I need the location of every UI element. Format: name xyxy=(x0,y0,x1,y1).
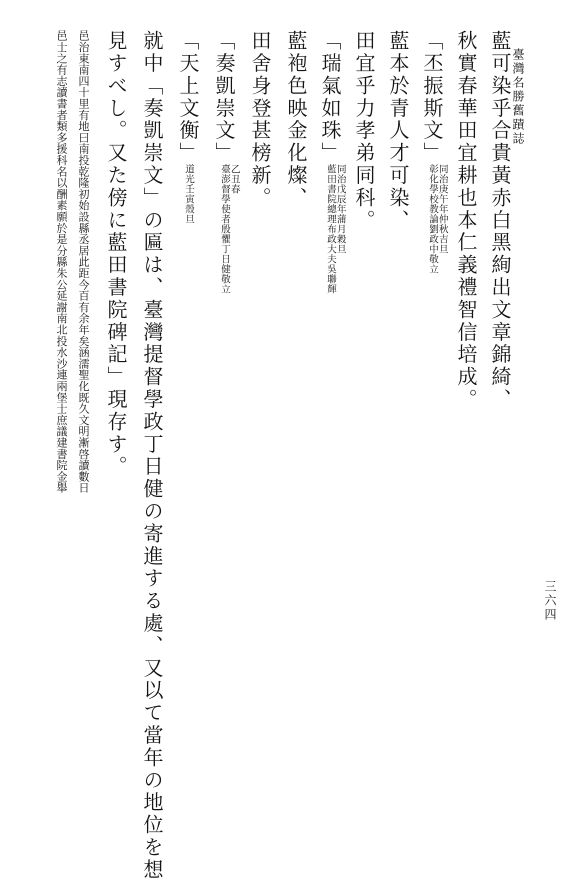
inscription-note-line: 彰化學校教論劉政中敬立 xyxy=(427,164,438,275)
column-text: 邑士之有志讀書者類多援科名以酬素願於是分縣朱公延謝南北投水沙連兩堡士庶議建書院金舉 xyxy=(55,30,68,494)
text-column xyxy=(388,30,408,232)
text-column xyxy=(354,30,374,232)
text-column xyxy=(178,30,198,224)
inscription-note-line: 藍田書院總理布政大夫吳聯輝 xyxy=(325,164,336,295)
column-text: 秋實春華田宜耕也本仁義禮智信培成。 xyxy=(454,30,478,411)
column-text: 邑治東南四十里有地曰南投乾隆初始設縣丞居此距今百有余年矣涵濡聖化既久文明漸啓讀數日 xyxy=(77,30,90,494)
text-column xyxy=(422,30,447,274)
column-text: 「天上文衡」 xyxy=(176,30,200,165)
column-text: 就中「奏凱崇文」の匾は、臺灣提督學政丁日健の寄進する處、又以て當年の地位を想 xyxy=(140,30,164,881)
text-column xyxy=(56,30,67,493)
column-text: 藍袍色映金化燦、 xyxy=(284,30,308,210)
text-column xyxy=(490,30,510,411)
text-column xyxy=(142,30,162,881)
text-column xyxy=(320,30,345,294)
column-text: 「丕振斯文」 xyxy=(420,30,444,165)
text-column xyxy=(250,30,270,209)
book-title-header: 臺灣名勝舊蹟誌 xyxy=(511,48,525,146)
inscription-note xyxy=(219,164,238,294)
text-column xyxy=(214,30,239,294)
column-text: 見すべし。又た傍に藍田書院碑記」現存す。 xyxy=(104,30,128,478)
inscription-note-line: 臺澎督學使者殷懼丁日健敬立 xyxy=(219,164,230,295)
inscription-note-line: 同治戊辰年蒲月穀旦 xyxy=(334,164,346,255)
text-column xyxy=(78,30,89,493)
inscription-note-line: 道光壬寅殼旦 xyxy=(183,164,194,225)
inscription-note xyxy=(427,164,446,274)
column-text: 「奏凱崇文」 xyxy=(212,30,236,165)
column-text: 田宜乎力孝弟同科。 xyxy=(352,30,376,232)
text-column xyxy=(286,30,306,209)
inscription-note xyxy=(183,164,193,224)
column-text: 「瑞氣如珠」 xyxy=(318,30,342,165)
inscription-note xyxy=(325,164,344,294)
text-column xyxy=(456,30,476,411)
inscription-note-line: 乙丑春 xyxy=(228,164,240,195)
inscription-note-line: 同治庚午年仲秋吉旦 xyxy=(436,164,448,255)
column-text: 藍本於青人才可染、 xyxy=(386,30,410,232)
column-text: 田舍身登甚榜新。 xyxy=(248,30,272,210)
text-column xyxy=(106,30,126,478)
column-text: 藍可染乎合貴黃赤白黑絢出文章錦綺、 xyxy=(488,30,512,411)
page-number: 三六四 xyxy=(543,580,557,622)
